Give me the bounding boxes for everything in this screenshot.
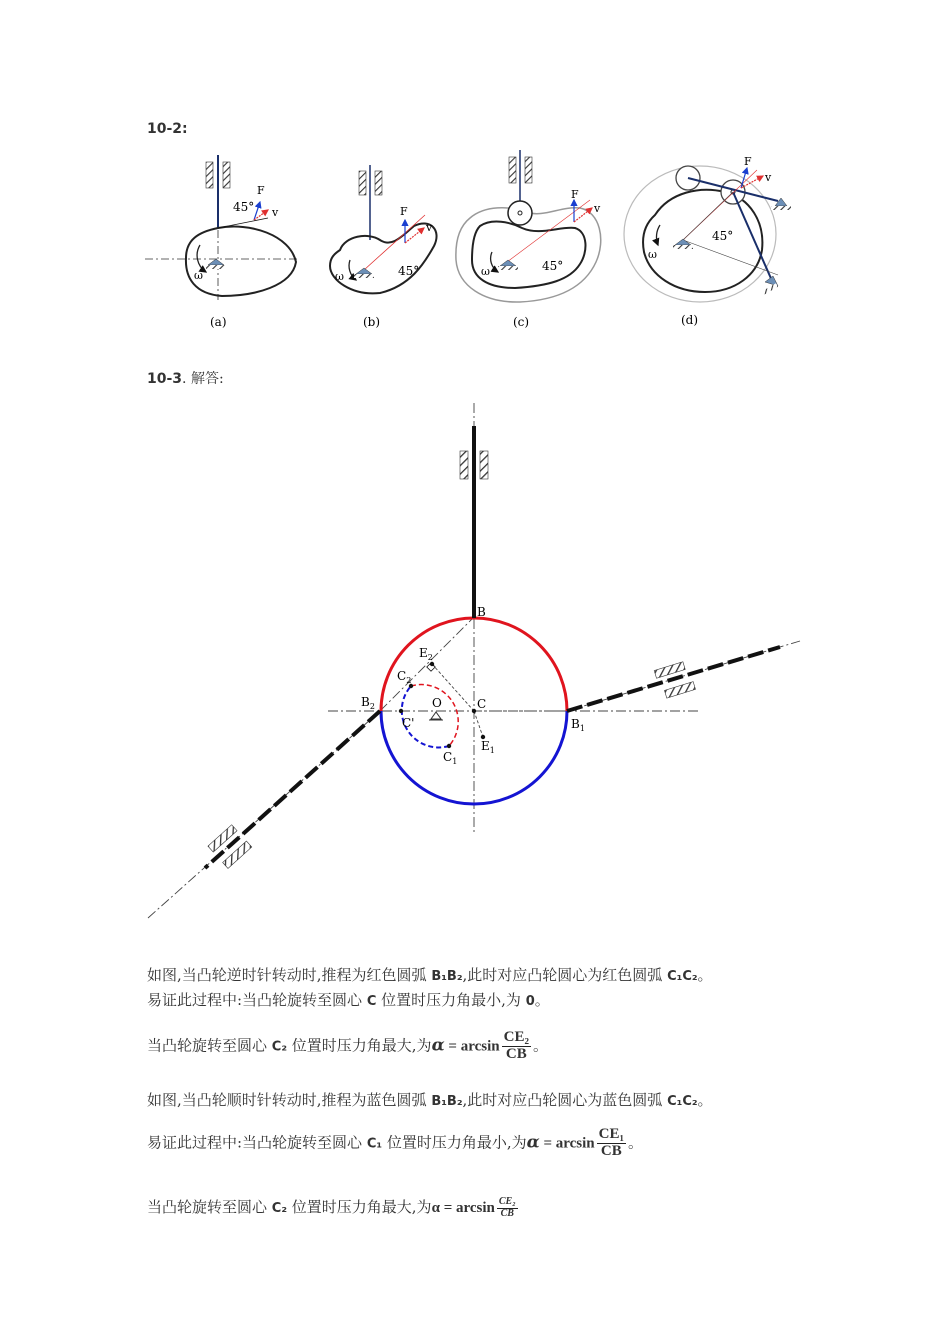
heading-10-2: 10-2: bbox=[147, 121, 188, 137]
figure-b bbox=[330, 165, 437, 329]
fig-d-caption: (d) bbox=[681, 313, 699, 327]
fig-b-omega: ω bbox=[335, 270, 344, 283]
figure-d bbox=[624, 155, 791, 327]
paragraph-2: 易证此过程中:当凸轮旋转至圆心 C 位置时压力角最小,为 0。 bbox=[147, 991, 550, 1009]
fig-d-force: F bbox=[744, 155, 752, 168]
label-B1: B bbox=[571, 717, 580, 731]
fig-c-velocity: v bbox=[594, 202, 601, 215]
fig-b-angle: 45° bbox=[398, 264, 420, 278]
fig-a-angle: 45° bbox=[233, 200, 255, 214]
fig-c-omega: ω bbox=[481, 265, 490, 278]
paragraph-6: 当凸轮旋转至圆心 C₂ 位置时压力角最大,为α = arcsin $\frac{\text{CE₂}}{CB}$ bbox=[147, 1196, 516, 1219]
fig-d-omega: ω bbox=[648, 248, 657, 261]
label-E2: E bbox=[419, 646, 428, 660]
red-arc-C1C2 bbox=[411, 685, 458, 746]
svg-text:C2: $C_2$ bbox=[397, 669, 412, 685]
fig-a-caption: (a) bbox=[210, 315, 227, 329]
paragraph-3: 当凸轮旋转至圆心 C₂ 位置时压力角最大,为α = arcsin $\frac{\text{CE₂}}{CB}$ 。 bbox=[147, 1029, 548, 1062]
fig-d-angle: 45° bbox=[712, 229, 734, 243]
figure-a bbox=[145, 155, 300, 329]
svg-text:E2: $E_2$ bbox=[419, 646, 433, 662]
label-O: O bbox=[432, 696, 442, 710]
fig-c-caption: (c) bbox=[513, 315, 530, 329]
paragraph-5: 易证此过程中:当凸轮旋转至圆心 C₁ 位置时压力角最小,为α = arcsin $\frac{\text{CE₁}}{CB}$ 。 bbox=[147, 1126, 644, 1159]
fig-b-velocity: v bbox=[426, 221, 433, 234]
svg-text:E1: $E_1$ bbox=[481, 739, 495, 755]
figure-c bbox=[456, 150, 601, 329]
label-B2: B bbox=[361, 695, 370, 709]
label-C1: C bbox=[443, 750, 453, 764]
fig-b-force: F bbox=[400, 205, 408, 218]
fig-a-velocity: v bbox=[272, 206, 279, 219]
fig-c-angle: 45° bbox=[542, 259, 564, 273]
label-E1: E bbox=[481, 739, 490, 753]
svg-text:B1: $B_1$ bbox=[571, 717, 585, 733]
heading-10-3: 10-3. 解答: bbox=[147, 371, 224, 387]
fig-a-force: F bbox=[257, 184, 265, 197]
label-C2: C bbox=[397, 669, 407, 683]
fig-c-force: F bbox=[571, 188, 579, 201]
label-C: C bbox=[477, 697, 487, 711]
paragraph-4: 如图,当凸轮顺时针转动时,推程为蓝色圆弧 B₁B₂,此时对应凸轮圆心为蓝色圆弧 C₁C₂。 bbox=[147, 1091, 713, 1109]
svg-text:C1: $C_1$ bbox=[443, 750, 458, 766]
eccentric-cam-diagram bbox=[0, 400, 950, 940]
svg-text:B2: $B_2$ bbox=[361, 695, 375, 711]
label-C-prime: C' bbox=[402, 716, 415, 730]
fig-b-caption: (b) bbox=[363, 315, 381, 329]
label-B: B bbox=[477, 605, 486, 619]
fig-a-omega: ω bbox=[194, 269, 203, 282]
paragraph-1: 如图,当凸轮逆时针转动时,推程为红色圆弧 B₁B₂,此时对应凸轮圆心为红色圆弧 C₁C₂。 bbox=[147, 966, 713, 984]
cam-figures bbox=[0, 0, 950, 340]
fig-d-velocity: v bbox=[765, 171, 772, 184]
